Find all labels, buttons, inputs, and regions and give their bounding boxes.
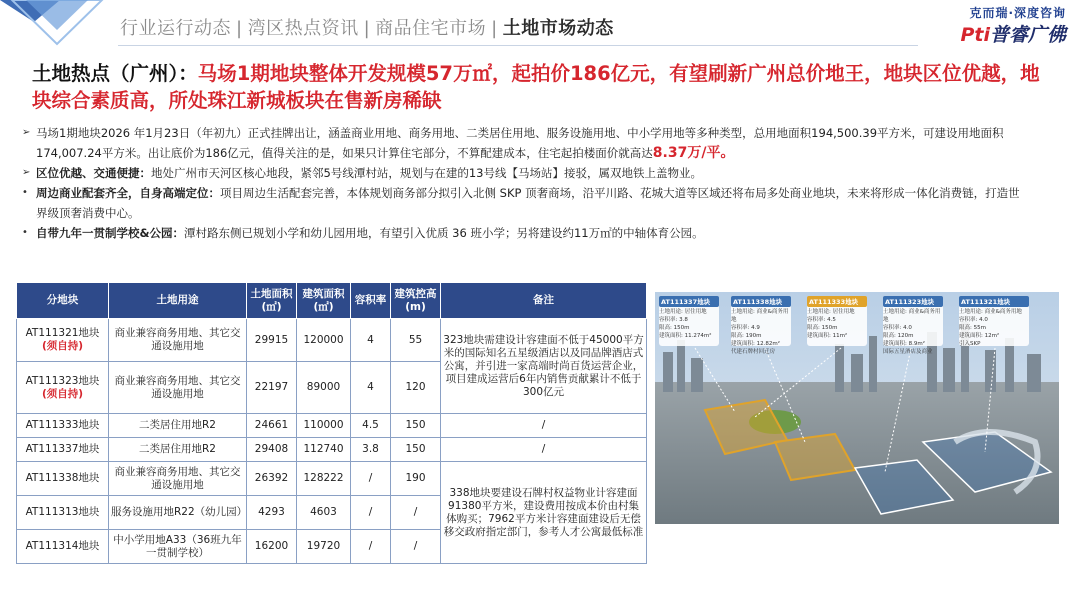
caption-line: 土地用途: 商业&商务用地 bbox=[883, 309, 941, 323]
caption-line: 容积率: 4.5 bbox=[807, 317, 836, 323]
cell-use: 商业兼容商务用地、其它交通设施用地 bbox=[109, 319, 247, 362]
cell-plot: AT111338地块 bbox=[17, 462, 109, 496]
caption-title: AT111321地块 bbox=[959, 296, 1029, 307]
arrow-bullet-icon: ➢ bbox=[22, 167, 31, 178]
cell-use: 商业兼容商务用地、其它交通设施用地 bbox=[109, 362, 247, 414]
bullet-emphasis: 8.37万/平。 bbox=[652, 145, 735, 161]
chevron-logo-icon bbox=[0, 0, 110, 58]
col-header-height: 建筑控高(m) bbox=[391, 283, 441, 319]
caption-line: 建筑面积: 12m² bbox=[959, 333, 1000, 339]
cell-note: 323地块需建设计容建面不低于45000平方米的国际知名五星级酒店以及同品牌酒店式公寓，并引进一家高端时尚百货运营企业，项目建成运营后6年内销售贡献累计不低于300亿元 bbox=[441, 319, 647, 414]
cell-note: 338地块要建设石牌村权益物业计容建面91380平方米，建设费用按成本价由村集体购买；7962平方米计容建面建设后无偿移交政府指定部门，参考人才公寓最低标准 bbox=[441, 462, 647, 564]
caption-line: 容积率: 4.0 bbox=[883, 325, 912, 331]
bullet-item bbox=[22, 123, 1022, 163]
cell-plot: AT111314地块 bbox=[17, 530, 109, 564]
cell-far: / bbox=[351, 496, 391, 530]
logo-mark: Pti bbox=[960, 24, 990, 46]
cell-gfa: 4603 bbox=[297, 496, 351, 530]
cell-use: 服务设施用地R22（幼儿园） bbox=[109, 496, 247, 530]
cell-far: / bbox=[351, 530, 391, 564]
caption-line: 限高: 150m bbox=[659, 325, 690, 331]
dot-bullet-icon: • bbox=[22, 227, 28, 238]
bullet-text: 马场1期地块2026 年1月23日（年初九）正式挂牌出让，涵盖商业用地、商务用地、二类居住用地、服务设施用地、中小学用地等多种类型，总用地面积194,500.39平方米，可建设用地面积174,007.24平方米。出让底价为186亿元，值得关注的是，如果只计算住宅部分，不算配建成本，住宅起拍楼面价就高达 bbox=[36, 126, 1004, 160]
table-header-row bbox=[17, 283, 647, 319]
cell-far: / bbox=[351, 462, 391, 496]
nav-item-bay-news[interactable]: 湾区热点资讯 bbox=[247, 18, 359, 39]
table-row bbox=[17, 414, 647, 438]
cell-plot: AT111337地块 bbox=[17, 438, 109, 462]
cell-use: 二类居住用地R2 bbox=[109, 438, 247, 462]
bullet-heading: 周边商业配套齐全，自身高端定位： bbox=[36, 186, 220, 200]
caption-title: AT111333地块 bbox=[807, 296, 867, 307]
caption-title: AT111337地块 bbox=[659, 296, 719, 307]
cell-height: 120 bbox=[391, 362, 441, 414]
table-row bbox=[17, 438, 647, 462]
self-hold-tag: (须自持) bbox=[41, 340, 84, 352]
cell-gfa: 128222 bbox=[297, 462, 351, 496]
company-logo bbox=[936, 4, 1066, 48]
page-title bbox=[32, 60, 1052, 114]
cell-plot: AT111333地块 bbox=[17, 414, 109, 438]
logo-text: 普睿广佛 bbox=[989, 24, 1066, 46]
cell-plot bbox=[17, 362, 109, 414]
bullet-text: 潭村路东侧已规划小学和幼儿园用地，有望引入优质 36 班小学；另将建设约11万㎡的中轴体育公园。 bbox=[184, 226, 704, 240]
cell-gfa: 120000 bbox=[297, 319, 351, 362]
plot-caption-at111337 bbox=[659, 296, 719, 346]
bullet-item bbox=[22, 183, 1022, 223]
nav-item-land-market[interactable]: 土地市场动态 bbox=[502, 18, 614, 39]
caption-line: 建筑面积: 12.82m² bbox=[731, 341, 780, 347]
caption-line: 容积率: 4.0 bbox=[959, 317, 988, 323]
cell-land-area: 26392 bbox=[247, 462, 297, 496]
col-header-use: 土地用途 bbox=[109, 283, 247, 319]
plot-id: AT111323地块 bbox=[25, 374, 100, 387]
title-prefix: 土地热点（广州）： bbox=[32, 62, 198, 85]
cell-height: / bbox=[391, 496, 441, 530]
bullet-heading: 自带九年一贯制学校&公园： bbox=[36, 226, 185, 240]
cell-height: 55 bbox=[391, 319, 441, 362]
table-row bbox=[17, 462, 647, 496]
col-header-plot: 分地块 bbox=[17, 283, 109, 319]
table-row bbox=[17, 319, 647, 362]
caption-line: 土地用途: 居住用地 bbox=[659, 309, 707, 315]
cell-use: 中小学用地A33（36班九年一贯制学校） bbox=[109, 530, 247, 564]
cell-land-area: 24661 bbox=[247, 414, 297, 438]
self-hold-tag: (须自持) bbox=[41, 387, 84, 400]
title-highlight: 马场1期地块整体开发规模57万㎡，起拍价186亿元，有望刷新广州总价地王，地块区位优越，地块综合素质高，所处珠江新城板块在售新房稀缺 bbox=[32, 62, 1040, 112]
plot-caption-at111323 bbox=[883, 296, 943, 355]
dot-bullet-icon: • bbox=[22, 187, 28, 198]
nav-item-residential[interactable]: 商品住宅市场 bbox=[375, 18, 487, 39]
cell-land-area: 29915 bbox=[247, 319, 297, 362]
caption-line: 引入SKP bbox=[959, 341, 981, 347]
plot-caption-at111333 bbox=[807, 296, 867, 346]
caption-line: 容积率: 3.8 bbox=[659, 317, 688, 323]
caption-line: 限高: 150m bbox=[807, 325, 838, 331]
col-header-gfa: 建筑面积(㎡) bbox=[297, 283, 351, 319]
caption-title: AT111323地块 bbox=[883, 296, 943, 307]
bullet-text: 项目周边生活配套完善，本体规划商务部分拟引入北侧 SKP 顶奢商场，沿平川路、花城大道等区域还将布局多处商业地块，未来将形成一体化消费链，打造世界级顶奢消费中心。 bbox=[36, 186, 1020, 220]
bullet-item bbox=[22, 223, 1022, 243]
cell-height: 150 bbox=[391, 414, 441, 438]
nav-separator: | bbox=[236, 18, 243, 39]
caption-line: 土地用途: 商业&商务用地 bbox=[959, 309, 1022, 315]
nav-separator: | bbox=[491, 18, 498, 39]
cell-land-area: 16200 bbox=[247, 530, 297, 564]
cell-plot: AT111313地块 bbox=[17, 496, 109, 530]
cell-gfa: 19720 bbox=[297, 530, 351, 564]
caption-line: 国际五星酒店及商业 bbox=[883, 349, 933, 355]
logo-title bbox=[960, 20, 1066, 47]
cell-use: 商业兼容商务用地、其它交通设施用地 bbox=[109, 462, 247, 496]
col-header-land-area: 土地面积(㎡) bbox=[247, 283, 297, 319]
bullet-heading: 区位优越、交通便捷： bbox=[36, 166, 151, 180]
cell-far: 3.8 bbox=[351, 438, 391, 462]
land-plot-table bbox=[16, 282, 647, 564]
cell-height: 150 bbox=[391, 438, 441, 462]
caption-line: 建筑面积: 11m² bbox=[807, 333, 848, 339]
cell-gfa: 112740 bbox=[297, 438, 351, 462]
cell-height: / bbox=[391, 530, 441, 564]
bullet-item bbox=[22, 163, 1022, 183]
caption-line: 土地用途: 居住用地 bbox=[807, 309, 855, 315]
nav-item-industry[interactable]: 行业运行动态 bbox=[120, 18, 231, 39]
cell-note: / bbox=[441, 414, 647, 438]
cell-use: 二类居住用地R2 bbox=[109, 414, 247, 438]
caption-line: 建筑面积: 11.274m² bbox=[659, 333, 712, 339]
logo-subtitle: 克而瑞·深度咨询 bbox=[969, 6, 1066, 20]
caption-line: 土地用途: 商业&商务用地 bbox=[731, 309, 789, 323]
caption-line: 代建石牌村回迁房 bbox=[731, 349, 776, 355]
caption-line: 限高: 120m bbox=[883, 333, 914, 339]
bullet-list bbox=[22, 123, 1022, 243]
col-header-far: 容积率 bbox=[351, 283, 391, 319]
cell-far: 4.5 bbox=[351, 414, 391, 438]
plot-caption-at111321 bbox=[959, 296, 1029, 346]
cell-gfa: 110000 bbox=[297, 414, 351, 438]
caption-title: AT111338地块 bbox=[731, 296, 791, 307]
plot-caption-at111338 bbox=[731, 296, 791, 355]
nav-separator: | bbox=[363, 18, 371, 39]
cell-gfa: 89000 bbox=[297, 362, 351, 414]
caption-line: 限高: 55m bbox=[959, 325, 986, 331]
caption-line: 限高: 190m bbox=[731, 333, 762, 339]
bullet-text: 地处广州市天河区核心地段，紧邻5号线潭村站，规划与在建的13号线【马场站】接驳，属双地铁上盖物业。 bbox=[151, 166, 702, 180]
caption-line: 建筑面积: 8.9m² bbox=[883, 341, 925, 347]
cell-far: 4 bbox=[351, 362, 391, 414]
cell-land-area: 22197 bbox=[247, 362, 297, 414]
header-divider bbox=[118, 45, 918, 46]
cell-note: / bbox=[441, 438, 647, 462]
breadcrumb-nav bbox=[120, 14, 614, 40]
aerial-site-map bbox=[655, 292, 1059, 524]
cell-far: 4 bbox=[351, 319, 391, 362]
plot-id: AT111321地块 bbox=[25, 327, 100, 339]
cell-plot bbox=[17, 319, 109, 362]
cell-land-area: 29408 bbox=[247, 438, 297, 462]
col-header-notes: 备注 bbox=[441, 283, 647, 319]
cell-land-area: 4293 bbox=[247, 496, 297, 530]
caption-line: 容积率: 4.9 bbox=[731, 325, 760, 331]
arrow-bullet-icon: ➢ bbox=[22, 127, 31, 138]
cell-height: 190 bbox=[391, 462, 441, 496]
